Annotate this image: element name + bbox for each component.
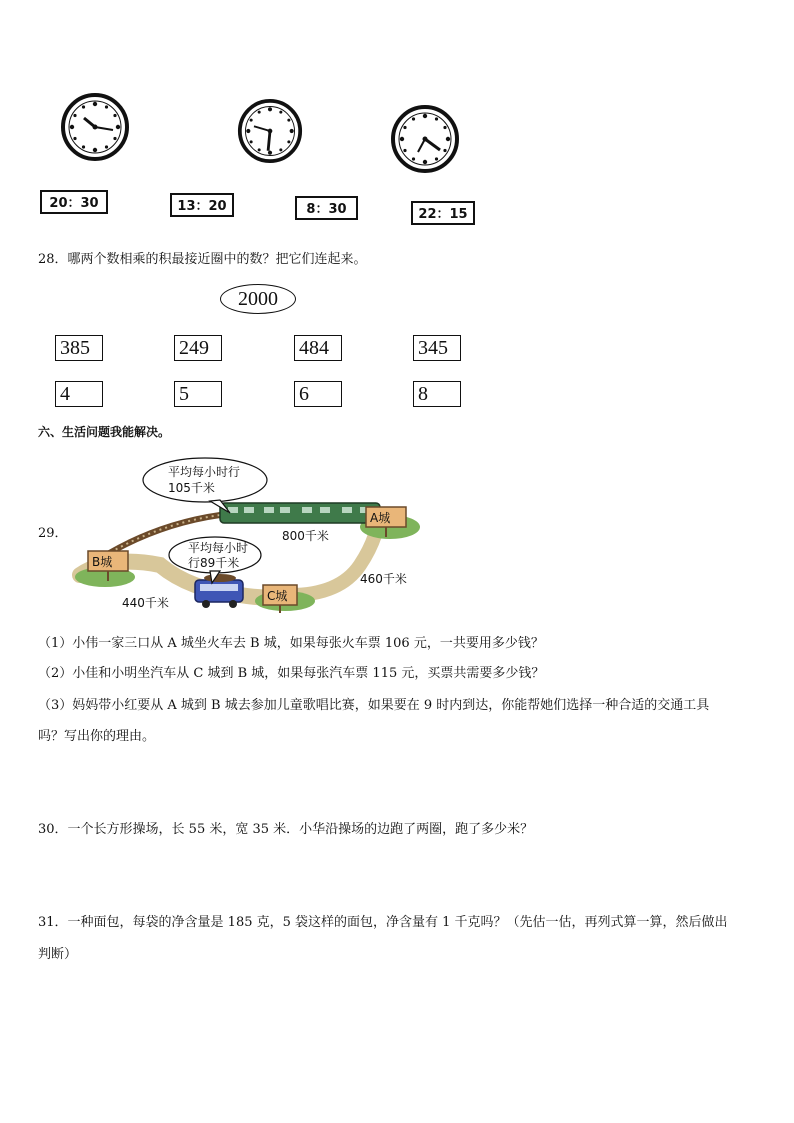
bus-bubble-line1: 平均每小时 xyxy=(188,541,249,555)
question-29-sub3-line1: （3）妈妈带小红要从 A 城到 B 城去参加儿童歌唱比赛，如果要在 9 时内到达，你能帮她们选择一种合适的交通工具 xyxy=(38,698,710,713)
train-bubble-line1: 平均每小时行 xyxy=(168,465,241,479)
question-31-line1: 31．一种面包，每袋的净含量是 185 克，5 袋这样的面包，净含量有 1 千克吗？（先估一估，再列式算一算，然后做出 xyxy=(38,915,728,930)
target-number-oval: 2000 xyxy=(220,284,296,314)
question-31-line2: 判断） xyxy=(38,947,78,962)
top-number-box[interactable]: 345 xyxy=(413,335,461,361)
top-number-box[interactable]: 484 xyxy=(294,335,342,361)
question-28: 28．哪两个数相乘的积最接近圈中的数？把它们连起来。 xyxy=(38,252,367,267)
question-30: 30．一个长方形操场，长 55 米，宽 35 米．小华沿操场的边跑了两圈，跑了多少米？ xyxy=(38,822,534,837)
time-box-3: 8：30 xyxy=(295,196,358,220)
clock-2 xyxy=(237,98,303,164)
distance-ab-label: 800千米 xyxy=(282,529,329,543)
city-c-label: C城 xyxy=(267,589,288,603)
top-number-box[interactable]: 385 xyxy=(55,335,103,361)
train-bubble-line2: 105千米 xyxy=(168,481,215,495)
question-29-sub1: （1）小伟一家三口从 A 城坐火车去 B 城，如果每张火车票 106 元，一共要用多少钱？ xyxy=(38,636,544,651)
section-heading: 六、生活问题我能解决。 xyxy=(38,425,171,439)
travel-map-illustration xyxy=(70,455,430,620)
time-box-2: 13：20 xyxy=(170,193,234,217)
top-number-box[interactable]: 249 xyxy=(174,335,222,361)
city-b-label: B城 xyxy=(92,555,113,569)
city-a-label: A城 xyxy=(370,511,391,525)
distance-ac-label: 460千米 xyxy=(360,572,407,586)
bottom-number-box[interactable]: 6 xyxy=(294,381,342,407)
bottom-number-box[interactable]: 5 xyxy=(174,381,222,407)
clock-1 xyxy=(60,92,130,162)
question-29-sub3-line2: 吗？写出你的理由。 xyxy=(38,729,156,744)
bottom-number-box[interactable]: 8 xyxy=(413,381,461,407)
distance-bc-label: 440千米 xyxy=(122,596,169,610)
clock-3 xyxy=(390,104,460,174)
time-box-4: 22：15 xyxy=(411,201,475,225)
bus-bubble-line2: 行89千米 xyxy=(188,556,240,570)
question-29-sub2: （2）小佳和小明坐汽车从 C 城到 B 城，如果每张汽车票 115 元，买票共需要多少钱？ xyxy=(38,666,545,681)
bottom-number-box[interactable]: 4 xyxy=(55,381,103,407)
question-29-number: 29． xyxy=(38,526,68,541)
time-box-1: 20：30 xyxy=(40,190,108,214)
